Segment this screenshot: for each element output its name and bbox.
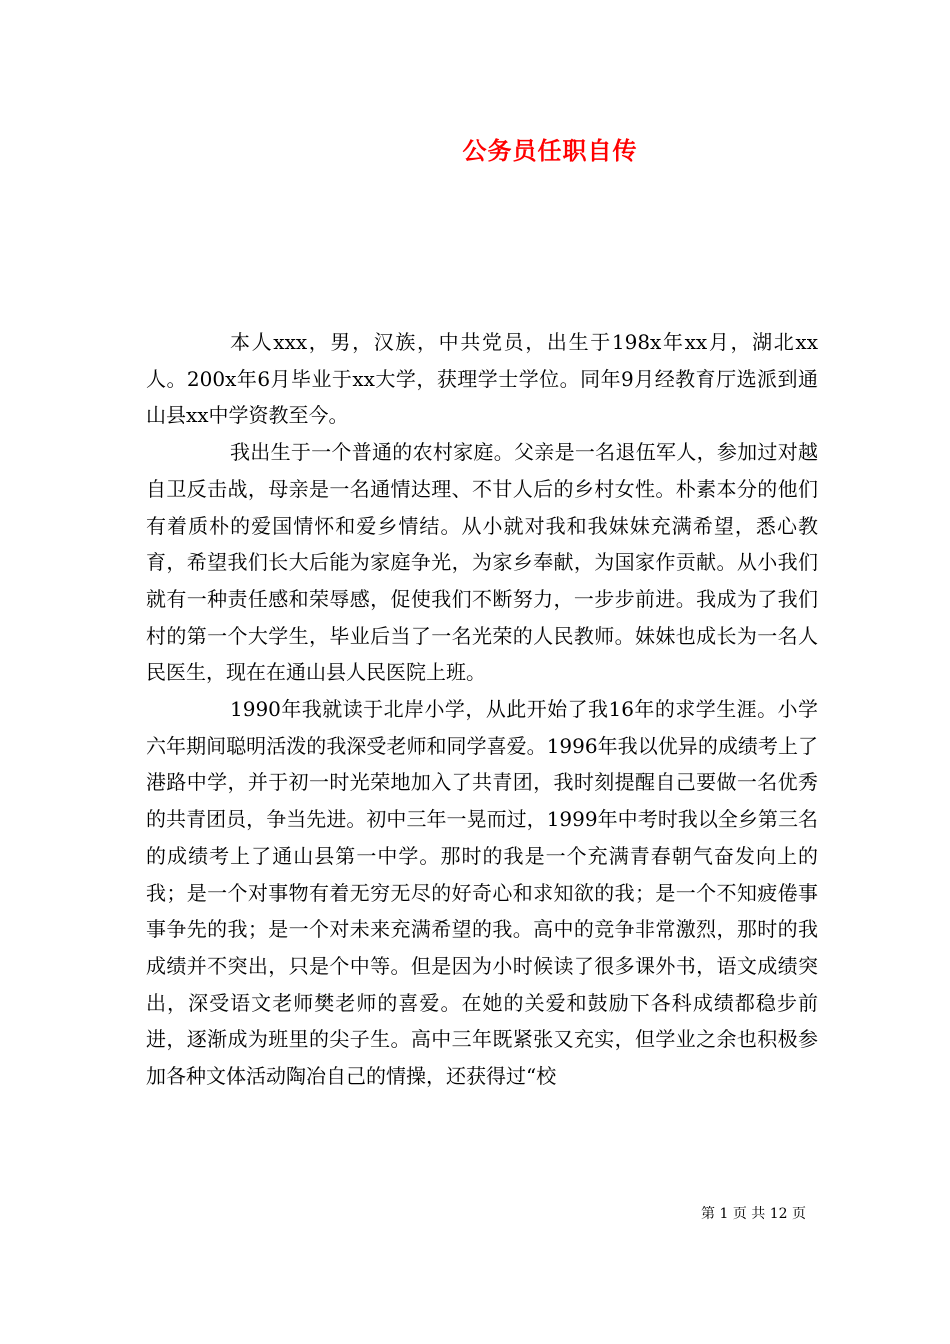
paragraph-family: 我出生于一个普通的农村家庭。父亲是一名退伍军人，参加过对越自卫反击战，母亲是一名通情达理、不甘人后的乡村女性。朴素本分的他们有着质朴的爱国情怀和爱乡情结。从小就对我和我妹妹充满希望，悉心教育，希望我们长大后能为家庭争光，为家乡奉献，为国家作贡献。从小我们就有一种责任感和荣辱感，促使我们不断努力，一步步前进。我成为了我们村的第一个大学生，毕业后当了一名光荣的人民教师。妹妹也成长为一名人民医生，现在在通山县人民医院上班。	[146, 440, 818, 685]
paragraph-education: 1990年我就读于北岸小学，从此开始了我16年的求学生涯。小学六年期间聪明活泼的我深受老师和同学喜爱。1996年我以优异的成绩考上了港路中学，并于初一时光荣地加入了共青团，我时刻提醒自己要做一名优秀的共青团员，争当先进。初中三年一晃而过，1999年中考时我以全乡第三名的成绩考上了通山县第一中学。那时的我是一个充满青春朝气奋发向上的我；是一个对事物有着无穷无尽的好奇心和求知欲的我；是一个不知疲倦事事争先的我；是一个对未来充满希望的我。高中的竞争非常激烈，那时的我成绩并不突出，只是个中等。但是因为小时候读了很多课外书，语文成绩突出，深受语文老师樊老师的喜爱。在她的关爱和鼓励下各科成绩都稳步前进，逐渐成为班里的尖子生。高中三年既紧张又充实，但学业之余也积极参加各种文体活动陶冶自己的情操，还获得过“校	[146, 697, 818, 1089]
document-body	[146, 324, 818, 1095]
paragraph-intro: 本人xxx，男，汉族，中共党员，出生于198x年xx月，湖北xx人。200x年6月毕业于xx大学，获理学士学位。同年9月经教育厅选派到通山县xx中学资教至今。	[146, 330, 818, 428]
document-title: 公务员任职自传	[462, 136, 638, 165]
page-number-footer: 第 1 页 共 12 页	[701, 1206, 806, 1222]
